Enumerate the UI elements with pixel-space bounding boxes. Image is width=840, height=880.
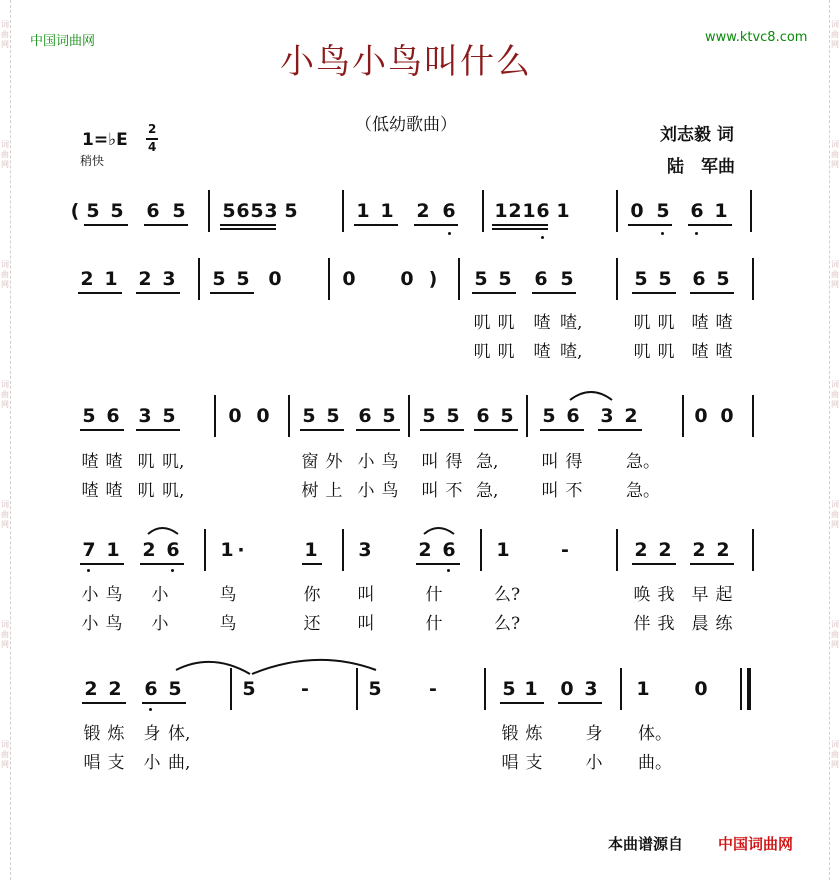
lyric: 叽 — [633, 313, 651, 333]
lyric: 小 — [81, 614, 99, 634]
note: 2 — [142, 539, 156, 561]
note: 3 — [264, 200, 278, 222]
lyric: 鸟 — [105, 585, 123, 605]
lyric: 叽 — [497, 313, 515, 333]
lyric: 喳 — [533, 313, 551, 333]
lyric: 练 — [715, 614, 733, 634]
lyric: 喳 — [81, 481, 99, 501]
lyric: 支 — [525, 753, 543, 773]
note: 1 — [524, 678, 538, 700]
lyric: 急。 — [626, 452, 660, 472]
lyric: 不 — [445, 481, 463, 501]
lyric: 还 — [303, 614, 321, 634]
lyric: 锻 — [501, 724, 519, 744]
note: 5 — [498, 268, 512, 290]
lyric: 叽 — [497, 342, 515, 362]
margin-watermark: 词曲网 — [1, 620, 9, 649]
lyric: 叽, — [162, 452, 185, 472]
slur — [424, 528, 454, 534]
margin-watermark: 词曲网 — [1, 500, 9, 529]
note: 3 — [600, 405, 614, 427]
note: 6 — [442, 200, 456, 222]
note: 0 — [268, 268, 282, 290]
lyric: 早 — [691, 585, 709, 605]
lyric: 叫 — [421, 481, 439, 501]
lyric: 喳 — [81, 452, 99, 472]
note: 6 — [476, 405, 490, 427]
song-subtitle: （低幼歌曲） — [355, 115, 457, 135]
slur — [570, 392, 612, 400]
note: 1 — [380, 200, 394, 222]
lyric: 唱 — [501, 753, 519, 773]
note: 0 — [400, 268, 414, 290]
lyric: 体, — [168, 724, 191, 744]
dash-hold: - — [561, 539, 569, 561]
note: 1 — [356, 200, 370, 222]
lyric: 炼 — [525, 724, 543, 744]
note: 2 — [416, 200, 430, 222]
tempo-marking: 稍快 — [80, 154, 105, 168]
note: 3 — [584, 678, 598, 700]
note: 3 — [138, 405, 152, 427]
footer-source-site[interactable]: 中国词曲网 — [718, 835, 794, 853]
lyric: 起 — [715, 585, 733, 605]
time-signature-bottom: 4 — [148, 140, 157, 154]
note: 5 — [716, 268, 730, 290]
note: 5 — [326, 405, 340, 427]
note: 1 — [496, 539, 510, 561]
note: 6 — [144, 678, 158, 700]
lyric: 叫 — [357, 614, 375, 634]
note: 7 — [82, 539, 96, 561]
note: 2 — [138, 268, 152, 290]
note: 0 — [720, 405, 734, 427]
note: 0 — [694, 678, 708, 700]
note: 3 — [162, 268, 176, 290]
note: 5 — [634, 268, 648, 290]
note: 5 — [172, 200, 186, 222]
note: 0 — [630, 200, 644, 222]
lyric: 叽 — [137, 481, 155, 501]
lyric: 么? — [494, 614, 521, 634]
lyric: 小 — [357, 452, 375, 472]
note: 5 — [86, 200, 100, 222]
lyric: 叫 — [421, 452, 439, 472]
lyric: 鸟 — [381, 452, 399, 472]
note: 1 — [522, 200, 536, 222]
lyric: 急。 — [626, 481, 660, 501]
lyric: 叽, — [162, 481, 185, 501]
paren-close: ) — [428, 268, 438, 290]
note: 1 — [714, 200, 728, 222]
note: 5 — [446, 405, 460, 427]
lyric: 小 — [585, 753, 603, 773]
lyric: 小 — [151, 614, 169, 634]
song-title: 小鸟小鸟叫什么 — [280, 42, 532, 82]
margin-watermark: 词曲网 — [831, 20, 839, 49]
site-url-right[interactable]: www.ktvc8.com — [705, 30, 808, 45]
tie — [176, 662, 250, 674]
note: 5 — [162, 405, 176, 427]
note: 6 — [534, 268, 548, 290]
lyric: 唱 — [83, 753, 101, 773]
note: 2 — [108, 678, 122, 700]
note: 2 — [716, 539, 730, 561]
note: 2 — [634, 539, 648, 561]
lyric: 你 — [303, 585, 321, 605]
lyric: 伴 — [633, 614, 651, 634]
lyric: 晨 — [691, 614, 709, 634]
slur — [148, 528, 178, 534]
lyric: 喳 — [715, 342, 733, 362]
lyric: 叽 — [657, 313, 675, 333]
lyric: 喳, — [560, 313, 583, 333]
note: 5 — [382, 405, 396, 427]
lyric: 小 — [357, 481, 375, 501]
note: 1 — [104, 268, 118, 290]
lyric: 体。 — [638, 724, 672, 744]
lyric: 什 — [425, 614, 443, 634]
lyric: 小 — [151, 585, 169, 605]
lyric: 叫 — [357, 585, 375, 605]
lyric: 喳 — [533, 342, 551, 362]
lyric: 曲。 — [638, 753, 672, 773]
lyric: 外 — [325, 452, 343, 472]
lyric: 喳 — [691, 342, 709, 362]
lyric: 鸟 — [105, 614, 123, 634]
lyric: 鸟 — [219, 585, 237, 605]
time-signature-top: 2 — [148, 122, 157, 136]
lyric: 叽 — [657, 342, 675, 362]
note: 2 — [692, 539, 706, 561]
note: 5 — [542, 405, 556, 427]
note: 5 — [242, 678, 256, 700]
note: 6 — [536, 200, 550, 222]
composer-credit: 陆 军曲 — [667, 157, 735, 177]
lyric: 支 — [107, 753, 125, 773]
lyric: 喳 — [105, 481, 123, 501]
lyric: 曲, — [168, 753, 191, 773]
dash-hold: - — [429, 678, 437, 700]
note: 2 — [658, 539, 672, 561]
lyric: 树 — [301, 481, 319, 501]
lyric: 鸟 — [381, 481, 399, 501]
lyric: 喳 — [691, 313, 709, 333]
lyric: 什 — [425, 585, 443, 605]
margin-watermark: 词曲网 — [1, 260, 9, 289]
lyric: 小 — [143, 753, 161, 773]
margin-watermark: 词曲网 — [1, 380, 9, 409]
paren-open: ( — [70, 200, 80, 222]
note: 5 — [168, 678, 182, 700]
margin-watermark: 词曲网 — [1, 740, 9, 769]
lyric: 叫 — [541, 481, 559, 501]
note: 5 — [422, 405, 436, 427]
margin-watermark: 词曲网 — [831, 260, 839, 289]
note: 6 — [166, 539, 180, 561]
note: 5 — [284, 200, 298, 222]
lyric: 我 — [657, 585, 675, 605]
note: 5 — [212, 268, 226, 290]
site-name-left[interactable]: 中国词曲网 — [30, 34, 96, 49]
note: 2 — [508, 200, 522, 222]
note: 5 — [656, 200, 670, 222]
lyric: 急, — [476, 452, 499, 472]
lyric: 叽 — [473, 342, 491, 362]
lyric: 窗 — [301, 452, 319, 472]
note: 1 — [556, 200, 570, 222]
note: 5 — [502, 678, 516, 700]
lyric: 叽 — [473, 313, 491, 333]
lyricist-credit: 刘志毅 词 — [660, 125, 734, 145]
note: 5 — [658, 268, 672, 290]
margin-watermark: 词曲网 — [831, 740, 839, 769]
note: 0 — [560, 678, 574, 700]
lyric: 锻 — [83, 724, 101, 744]
lyric: 身 — [585, 724, 603, 744]
lyric: 我 — [657, 614, 675, 634]
lyric: 叽 — [633, 342, 651, 362]
lyric: 鸟 — [219, 614, 237, 634]
lyric: 喳 — [715, 313, 733, 333]
lyric: 小 — [81, 585, 99, 605]
note: 0 — [342, 268, 356, 290]
lyric: 得 — [445, 452, 463, 472]
note: 6 — [442, 539, 456, 561]
note: 6 — [106, 405, 120, 427]
margin-watermark: 词曲网 — [831, 380, 839, 409]
margin-watermark: 词曲网 — [831, 140, 839, 169]
lyric: 得 — [565, 452, 583, 472]
note: 1 — [494, 200, 508, 222]
note: 2 — [418, 539, 432, 561]
note: 3 — [358, 539, 372, 561]
lyric: 身 — [143, 724, 161, 744]
note: 0 — [256, 405, 270, 427]
margin-watermark: 词曲网 — [1, 140, 9, 169]
dash-hold: - — [301, 678, 309, 700]
note: 5 — [236, 268, 250, 290]
footer-source-label: 本曲谱源自 — [608, 835, 684, 853]
note: 6 — [566, 405, 580, 427]
lyric: 叽 — [137, 452, 155, 472]
note: 1 — [106, 539, 120, 561]
margin-watermark: 词曲网 — [831, 500, 839, 529]
lyric: 叫 — [541, 452, 559, 472]
note: 1 — [636, 678, 650, 700]
lyric: 炼 — [107, 724, 125, 744]
margin-watermark: 词曲网 — [1, 20, 9, 49]
augmentation-dot: · — [237, 539, 245, 561]
key-signature: 1=♭E — [82, 130, 128, 150]
note: 5 — [110, 200, 124, 222]
note: 1 — [220, 539, 234, 561]
note: 6 — [692, 268, 706, 290]
note: 6 — [690, 200, 704, 222]
lyric: 喳, — [560, 342, 583, 362]
lyric: 唤 — [633, 585, 651, 605]
note: 5 — [560, 268, 574, 290]
note: 6 — [236, 200, 250, 222]
lyric: 急, — [476, 481, 499, 501]
note: 0 — [228, 405, 242, 427]
tie — [252, 660, 376, 674]
note: 5 — [82, 405, 96, 427]
note: 6 — [146, 200, 160, 222]
note: 0 — [694, 405, 708, 427]
lyric: 上 — [325, 481, 343, 501]
lyric: 么? — [494, 585, 521, 605]
note: 6 — [358, 405, 372, 427]
note: 2 — [84, 678, 98, 700]
note: 5 — [250, 200, 264, 222]
lyric: 喳 — [105, 452, 123, 472]
note: 5 — [474, 268, 488, 290]
note: 2 — [624, 405, 638, 427]
note: 1 — [304, 539, 318, 561]
note: 5 — [302, 405, 316, 427]
note: 5 — [222, 200, 236, 222]
note: 5 — [500, 405, 514, 427]
lyric: 不 — [565, 481, 583, 501]
note: 5 — [368, 678, 382, 700]
margin-watermark: 词曲网 — [831, 620, 839, 649]
note: 2 — [80, 268, 94, 290]
